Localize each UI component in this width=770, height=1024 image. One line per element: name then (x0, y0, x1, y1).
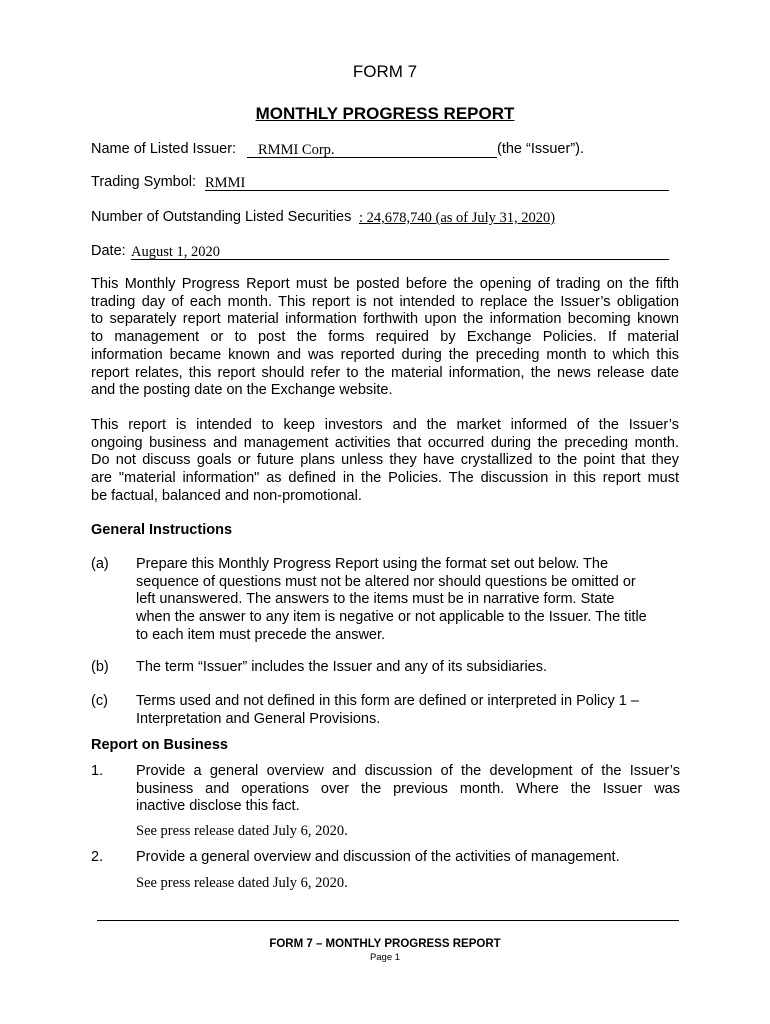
instruction-line: to each item must precede the answer. (136, 626, 386, 643)
business-item-2 (136, 849, 680, 867)
paragraph-line: ongoing business and management activities that occurred during the preceding month. (91, 434, 679, 451)
paragraph-line: information became known and was reported during the preceding month to which this (91, 346, 679, 363)
paragraph-line: trading day of each month. This report is not intended to replace the Issuer’s obligation (91, 293, 679, 310)
paragraph-line: to separately report material information forthwith upon the information becoming known (91, 311, 679, 328)
instruction-item-c (136, 693, 680, 728)
instruction-line: The term “Issuer” includes the Issuer and any of its subsidiaries. (136, 659, 548, 675)
footer-divider (97, 920, 679, 921)
outstanding-value: : 24,678,740 (as of July 31, 2020) (359, 210, 556, 226)
issuer-suffix: (the “Issuer”). (497, 141, 585, 157)
paragraph-line: This report is intended to keep investors and the market informed of the Issuer’s (91, 417, 679, 433)
instruction-line: left unanswered. The answers to the items must be in narrative form. State (136, 591, 615, 608)
outstanding-label: Number of Outstanding Listed Securities (91, 209, 352, 225)
instruction-marker: (c) (91, 693, 108, 709)
form-title: FORM 7 (352, 62, 418, 81)
trading-symbol-value: RMMI (205, 175, 246, 191)
date-label: Date: (91, 243, 126, 259)
instruction-marker: (b) (91, 659, 109, 675)
report-on-business-heading: Report on Business (91, 737, 228, 753)
date-value: August 1, 2020 (131, 244, 221, 260)
instruction-item-b (136, 659, 680, 677)
report-title: MONTHLY PROGRESS REPORT (255, 104, 515, 123)
paragraph-line: to management or to post the forms required by Exchange Policies. If material (91, 329, 679, 346)
business-item-1 (136, 763, 680, 816)
paragraph-line: are "material information" as defined in the Policies. The discussion in this report must (91, 470, 679, 487)
business-item-line: Provide a general overview and discussion of the development of the Issuer’s (136, 763, 680, 779)
footer-title: FORM 7 – MONTHLY PROGRESS REPORT (269, 938, 501, 950)
instruction-line: Terms used and not defined in this form are defined or interpreted in Policy 1 – (136, 693, 639, 709)
business-item-line: business and operations over the previous month. Where the Issuer was (136, 780, 680, 797)
intro-paragraph-1 (91, 276, 679, 400)
issuer-value: RMMI Corp. (258, 142, 335, 158)
paragraph-line: report relates, this report should refer to the material information, the news release date (91, 364, 679, 381)
business-item-2-response: See press release dated July 6, 2020. (136, 875, 348, 891)
business-item-line: inactive disclose this fact. (136, 798, 300, 815)
paragraph-line: Do not discuss goals or future plans unless they have crystallized to the point that they (91, 452, 679, 469)
business-item-marker: 1. (91, 763, 104, 779)
page-number: Page 1 (369, 952, 401, 963)
paragraph-line: and the posting date on the Exchange website. (91, 382, 393, 399)
business-item-marker: 2. (91, 849, 104, 865)
instruction-line: Prepare this Monthly Progress Report using the format set out below. The (136, 556, 609, 572)
trading-symbol-underline (205, 190, 669, 191)
general-instructions-heading: General Instructions (91, 522, 233, 538)
business-item-line: Provide a general overview and discussion of the activities of management. (136, 849, 620, 865)
instruction-item-a (136, 556, 680, 645)
instruction-line: Interpretation and General Provisions. (136, 710, 381, 727)
paragraph-line: be factual, balanced and non-promotional. (91, 487, 362, 504)
instruction-marker: (a) (91, 556, 109, 572)
instruction-line: when the answer to any item is negative or not applicable to the Issuer. The title (136, 609, 647, 626)
paragraph-line: This Monthly Progress Report must be posted before the opening of trading on the fifth (91, 276, 679, 292)
intro-paragraph-2 (91, 417, 679, 506)
trading-symbol-label: Trading Symbol: (91, 174, 197, 190)
instruction-line: sequence of questions must not be altered nor should questions be omitted or (136, 573, 636, 590)
issuer-label: Name of Listed Issuer: (91, 141, 237, 157)
business-item-1-response: See press release dated July 6, 2020. (136, 823, 348, 839)
